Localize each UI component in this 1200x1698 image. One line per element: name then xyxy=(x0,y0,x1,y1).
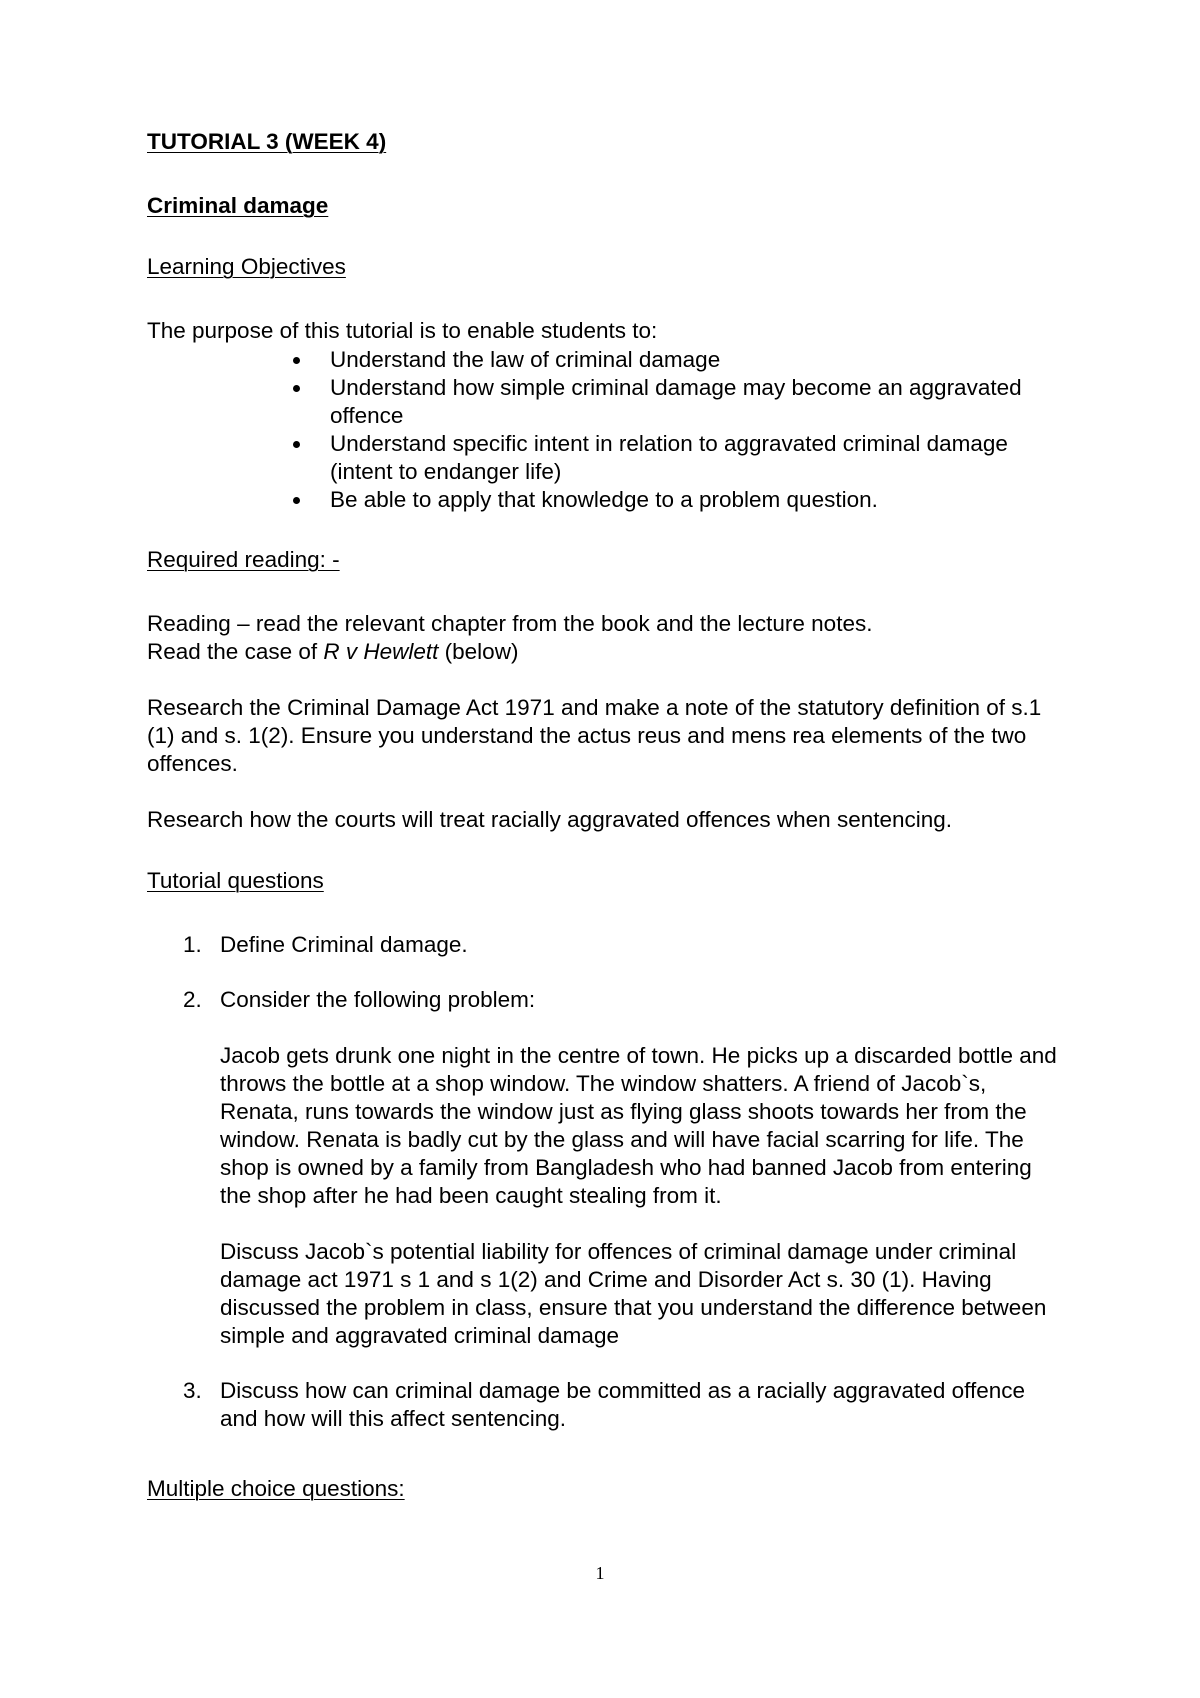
page-number: 1 xyxy=(595,1563,605,1583)
objective-text: Understand specific intent in relation to aggravated criminal damage (intent to endanger life) xyxy=(330,431,1008,484)
objective-text: Understand how simple criminal damage may become an aggravated offence xyxy=(330,375,1022,428)
objective-text: Be able to apply that knowledge to a problem question. xyxy=(330,487,878,512)
reading-suffix: (below) xyxy=(438,639,519,664)
question-text: Define Criminal damage. xyxy=(220,932,468,957)
objective-item xyxy=(330,486,1067,514)
bullet-icon xyxy=(293,441,300,448)
reading-line-1: Reading – read the relevant chapter from the book and the lecture notes. xyxy=(147,611,873,636)
problem-task: Discuss Jacob`s potential liability for offences of criminal damage under criminal damage act 1971 s 1 and s 1(2) and Crime and Disorder Act s. 30 (1). Having discussed the problem in class, ensure that you understand the difference between simple and aggravated criminal damage xyxy=(220,1239,1047,1348)
question-text: Discuss how can criminal damage be committed as a racially aggravated offence and how will this affect sentencing. xyxy=(220,1378,1025,1431)
question-item xyxy=(183,986,1067,1350)
mcq-heading: Multiple choice questions: xyxy=(147,1476,405,1501)
research-paragraph-1: Research the Criminal Damage Act 1971 and make a note of the statutory definition of s.1 (1) and s. 1(2). Ensure you understand the actus reus and mens rea elements of the two offences. xyxy=(147,695,1042,776)
tutorial-questions-heading: Tutorial questions xyxy=(147,868,324,893)
tutorial-title: TUTORIAL 3 (WEEK 4) xyxy=(147,129,387,154)
question-item xyxy=(183,931,1067,959)
objective-item xyxy=(330,374,1067,430)
question-number: 2. xyxy=(183,987,202,1012)
purpose-intro: The purpose of this tutorial is to enable students to: xyxy=(147,318,658,343)
objectives-list xyxy=(147,346,1067,514)
document-body xyxy=(147,128,1067,1503)
bullet-icon xyxy=(293,385,300,392)
objective-item xyxy=(330,430,1067,486)
question-number: 1. xyxy=(183,932,202,957)
case-name: R v Hewlett xyxy=(323,639,439,664)
bullet-icon xyxy=(293,497,300,504)
objective-text: Understand the law of criminal damage xyxy=(330,347,721,372)
questions-list xyxy=(147,931,1067,1433)
problem-scenario: Jacob gets drunk one night in the centre of town. He picks up a discarded bottle and throws the bottle at a shop window. The window shatters. A friend of Jacob`s, Renata, runs towards the window just as flying glass shoots towards her from the window. Renata is badly cut by the glass and will have facial scarring for life. The shop is owned by a family from Bangladesh who had banned Jacob from entering the shop after he had been caught stealing from it. xyxy=(220,1043,1057,1208)
objective-item xyxy=(330,346,1067,374)
research-paragraph-2: Research how the courts will treat racially aggravated offences when sentencing. xyxy=(147,807,953,832)
reading-line-2 xyxy=(147,638,1067,666)
question-number: 3. xyxy=(183,1378,202,1403)
question-text: Consider the following problem: xyxy=(220,987,536,1012)
bullet-icon xyxy=(293,357,300,364)
required-reading-heading: Required reading: - xyxy=(147,547,340,572)
reading-prefix: Read the case of xyxy=(147,639,324,664)
topic-heading: Criminal damage xyxy=(147,193,329,218)
learning-objectives-heading: Learning Objectives xyxy=(147,254,346,279)
question-item xyxy=(183,1377,1067,1433)
